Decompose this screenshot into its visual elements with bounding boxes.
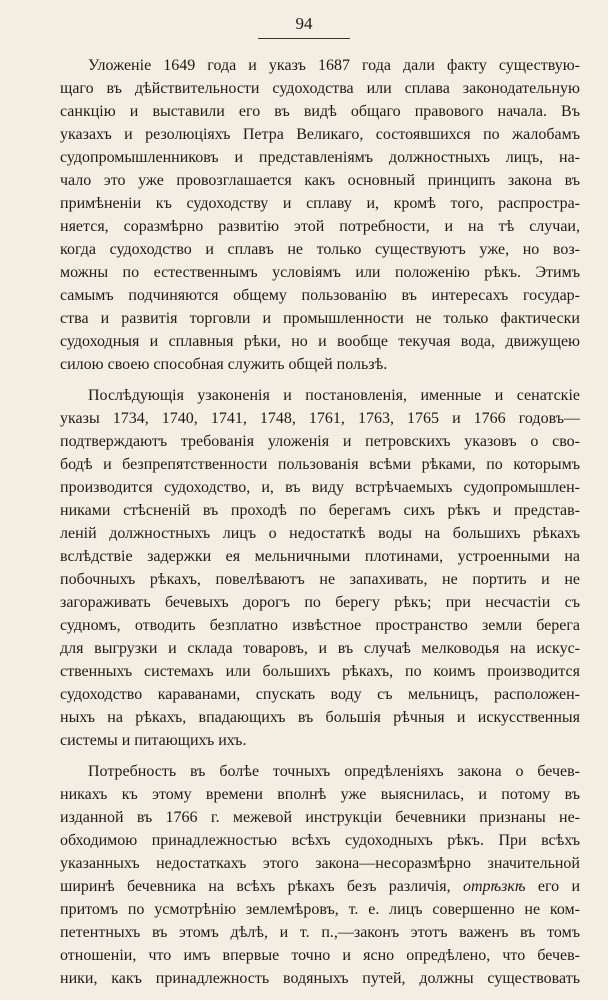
text-line: отношеніи, что имъ впервые точно и ясно опредѣлено, что бечев- xyxy=(60,947,580,964)
text-line: побочныхъ рѣкахъ, повелѣваютъ не запахивать, не портить и не xyxy=(60,571,580,588)
text-line: примѣненіи къ судоходству и сплаву и, кромѣ того, распростра- xyxy=(60,195,580,212)
text-line: няется, соразмѣрно развитію этой потребности, и на тѣ случаи, xyxy=(60,218,580,235)
text-line: петентныхъ въ этомъ дѣлѣ, и т. п.,—законъ этотъ важенъ въ томъ xyxy=(60,924,580,941)
text-line: подтверждаютъ требованія уложенія и петровскихъ указовъ о сво- xyxy=(60,433,580,450)
text-line: чало это уже провозглашается какъ основный принципъ закона въ xyxy=(60,172,580,189)
text-line: загораживать бечевыхъ дорогъ по берегу рѣкъ; при несчастіи съ xyxy=(60,594,580,611)
text-line: никами стѣсненій въ проходѣ по берегамъ сихъ рѣкъ и представ- xyxy=(60,502,580,519)
page-number: 94 xyxy=(295,14,313,33)
text-line: самымъ подчиняются общему пользованію въ интересахъ государ- xyxy=(60,287,580,304)
text-line: Уложеніе 1649 года и указъ 1687 года дали факту существую- xyxy=(88,57,580,74)
body-text xyxy=(60,54,580,998)
text-line: бодѣ и безпрепятственности пользованія всѣми рѣками, по которымъ xyxy=(60,456,580,473)
text-segment: ширинѣ бечевника на всѣхъ рѣкахъ безъ различія, xyxy=(60,878,451,895)
text-line: для выгрузки и склада товаровъ, и въ случаѣ мелководья на искус- xyxy=(60,640,580,657)
text-line: судоходство караванами, спускать воду съ мельницъ, расположен- xyxy=(60,686,580,703)
text-line: судопромышленниковъ и представленіямъ должностныхъ лицъ, на- xyxy=(60,149,580,166)
text-line: вслѣдствіе задержки ея мельничными плотинами, устроенными на xyxy=(60,548,580,565)
paragraph-3 xyxy=(60,760,580,990)
text-line: ства и развитія торговли и промышленности не только фактически xyxy=(60,310,580,327)
text-line: ныхъ на рѣкахъ, впадающихъ въ большія рѣчныя и искусственныя xyxy=(60,709,580,726)
paragraph-2 xyxy=(60,384,580,752)
text-line: можны по естественнымъ условіямъ или положенію рѣкъ. Этимъ xyxy=(60,264,580,281)
text-line: Послѣдующія узаконенія и постановленія, именные и сенатскіе xyxy=(88,387,580,404)
text-line: Потребность въ болѣе точныхъ опредѣленіяхъ закона о бечев- xyxy=(88,763,580,780)
text-segment: его и xyxy=(537,878,580,895)
text-line: обходимою принадлежностью всѣхъ судоходныхъ рѣкъ. При всѣхъ xyxy=(60,832,580,849)
text-line: щаго въ дѣйствительности судоходства или сплава законодательную xyxy=(60,80,580,97)
header-rule xyxy=(258,38,350,39)
text-line: когда судоходство и сплавъ не только существуютъ уже, но воз- xyxy=(60,241,580,258)
text-line: судномъ, отводить безплатно извѣстное пространство земли берега xyxy=(60,617,580,634)
text-line: указанныхъ недостаткахъ этого закона—несоразмѣрно значительной xyxy=(60,855,580,872)
text-line: леній должностныхъ лицъ о недостаткѣ воды на большихъ рѣкахъ xyxy=(60,525,580,542)
text-line: изданной въ 1766 г. межевой инструкціи бечевники признаны не- xyxy=(60,809,580,826)
text-line: ники, какъ принадлежность водяныхъ путей, должны существовать xyxy=(60,970,580,987)
emphasized-word: отрѣзкѣ xyxy=(462,878,526,895)
text-line-with-emphasis xyxy=(60,875,580,898)
text-line: ственныхъ системахъ или большихъ рѣкахъ, по коимъ производится xyxy=(60,663,580,680)
text-line: судоходныя и сплавныя рѣки, но и вообще текучая вода, движущею xyxy=(60,333,580,350)
text-line: силою своею способная служить общей пользѣ. xyxy=(60,356,388,373)
text-line: производится судоходство, и, въ виду встрѣчаемыхъ судопромышлен- xyxy=(60,479,580,496)
text-line: указахъ и резолюціяхъ Петра Великаго, состоявшихся по жалобамъ xyxy=(60,126,580,143)
text-line: санкцію и выставили его въ видѣ общаго правового начала. Въ xyxy=(60,103,580,120)
text-line: системы и питающихъ ихъ. xyxy=(60,732,247,749)
text-line: указы 1734, 1740, 1741, 1748, 1761, 1763, 1765 и 1766 годовъ— xyxy=(60,410,580,427)
text-line: притомъ по усмотрѣнію землемѣровъ, т. е. лицъ совершенно не ком- xyxy=(60,901,580,918)
paragraph-1 xyxy=(60,54,580,376)
text-line: никахъ къ этому времени вполнѣ уже выяснилась, и потому въ xyxy=(60,786,580,803)
